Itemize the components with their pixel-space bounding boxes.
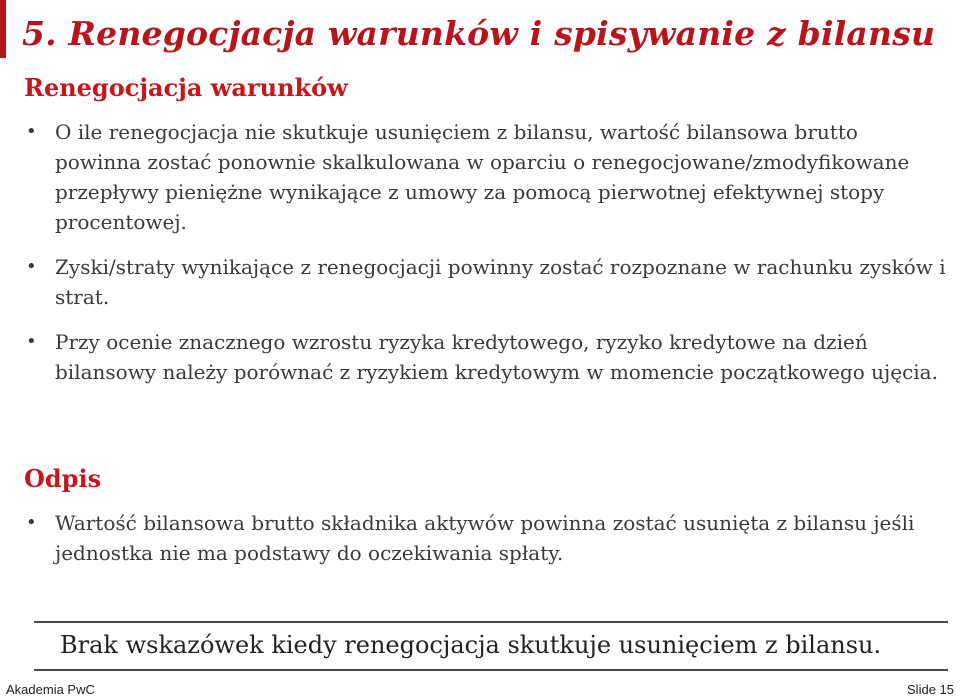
writeoff-bullet-list <box>24 508 949 568</box>
slide-title: 5. Renegocjacja warunków i spisywanie z bilansu <box>22 14 936 53</box>
bullet-text: O ile renegocjacja nie skutkuje usunięciem z bilansu, wartość bilansowa brutto powinna zostać ponownie skalkulowana w oparciu o renegocjowane/zmodyfikowane przepływy pieniężne wynikające z umowy za pomocą pierwotnej efektywnej stopy procentowej. <box>55 120 910 234</box>
bullet-text: Zyski/straty wynikające z renegocjacji powinny zostać rozpoznane w rachunku zysków i strat. <box>55 255 946 309</box>
bullet-text: Wartość bilansowa brutto składnika aktywów powinna zostać usunięta z bilansu jeśli jednostka nie ma podstawy do oczekiwania spłaty. <box>55 511 915 565</box>
bullet-dot-icon: • <box>26 512 37 533</box>
bullet-dot-icon: • <box>26 121 37 142</box>
callout-text: Brak wskazówek kiedy renegocjacja skutkuje usunięciem z bilansu. <box>60 631 882 659</box>
slide-number: Slide 15 <box>907 682 954 697</box>
bullet-item <box>24 252 949 312</box>
callout-box <box>34 621 948 671</box>
footer-brand: Akademia PwC <box>6 682 95 697</box>
bullet-dot-icon: • <box>26 331 37 352</box>
title-accent-bar <box>0 0 6 58</box>
bullet-item <box>24 327 949 387</box>
bullet-dot-icon: • <box>26 256 37 277</box>
bullet-item <box>24 117 949 237</box>
bullet-text: Przy ocenie znacznego wzrostu ryzyka kredytowego, ryzyko kredytowe na dzień bilansowy należy porównać z ryzykiem kredytowym w momencie początkowego ujęcia. <box>55 330 938 384</box>
renegotiation-bullet-list <box>24 117 949 387</box>
bullet-item <box>24 508 949 568</box>
section-heading-writeoff: Odpis <box>24 464 102 493</box>
section-heading-renegotiation: Renegocjacja warunków <box>24 73 348 102</box>
